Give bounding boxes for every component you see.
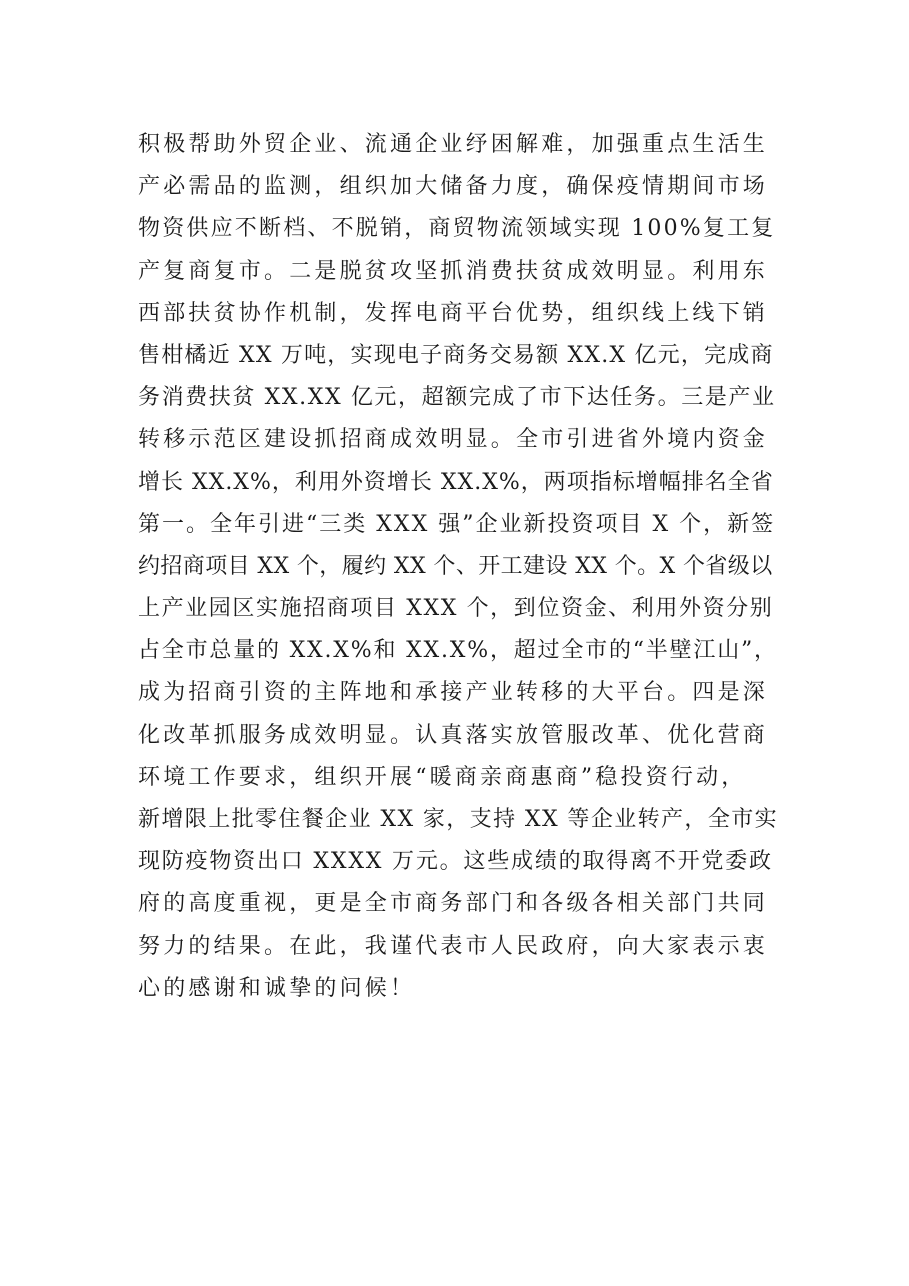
paragraph-line: 售柑橘近 XX 万吨，实现电子商务交易额 XX.X 亿元，完成商 xyxy=(138,342,774,368)
body-paragraph xyxy=(138,124,778,1010)
paragraph-line: 产复商复市。二是脱贫攻坚抓消费扶贫成效明显。利用东 xyxy=(138,258,769,284)
paragraph-line: 增长 XX.X%，利用外资增长 XX.X%，两项指标增幅排名全省 xyxy=(138,469,774,495)
paragraph-line: 努力的结果。在此，我谨代表市人民政府，向大家表示衷 xyxy=(138,933,769,959)
paragraph-line: 现防疫物资出口 XXXX 万元。这些成绩的取得离不开党委政 xyxy=(138,849,773,875)
paragraph-line: 转移示范区建设抓招商成效明显。全市引进省外境内资金 xyxy=(138,427,769,453)
paragraph-line: 务消费扶贫 XX.XX 亿元，超额完成了市下达任务。三是产业 xyxy=(138,385,776,411)
paragraph-line: 上产业园区实施招商项目 XXX 个，到位资金、利用外资分别 xyxy=(138,596,774,622)
paragraph-line: 积极帮助外贸企业、流通企业纾困解难，加强重点生活生 xyxy=(138,132,769,157)
paragraph-line: 化改革抓服务成效明显。认真落实放管服改革、优化营商 xyxy=(138,722,769,748)
paragraph-line: 心的感谢和诚挚的问候！ xyxy=(138,975,416,1001)
paragraph-line: 物资供应不断档、不脱销，商贸物流领域实现 100%复工复 xyxy=(138,216,776,242)
paragraph-line: 环境工作要求，组织开展“暖商亲商惠商”稳投资行动， xyxy=(138,764,747,790)
paragraph-line: 成为招商引资的主阵地和承接产业转移的大平台。四是深 xyxy=(138,680,769,706)
paragraph-line: 新增限上批零住餐企业 XX 家，支持 XX 等企业转产，全市实 xyxy=(138,807,779,832)
paragraph-line: 第一。全年引进“三类 XXX 强”企业新投资项目 X 个，新签 xyxy=(138,511,776,537)
paragraph-line: 府的高度重视，更是全市商务部门和各级各相关部门共同 xyxy=(138,891,769,917)
paragraph-line: 产必需品的监测，组织加大储备力度，确保疫情期间市场 xyxy=(138,174,769,200)
paragraph-line: 西部扶贫协作机制，发挥电商平台优势，组织线上线下销 xyxy=(138,300,769,326)
paragraph-line: 约招商项目 XX 个，履约 XX 个、开工建设 XX 个。X 个省级以 xyxy=(138,553,773,579)
paragraph-line: 占全市总量的 XX.X%和 XX.X%，超过全市的“半壁江山”， xyxy=(138,638,778,664)
